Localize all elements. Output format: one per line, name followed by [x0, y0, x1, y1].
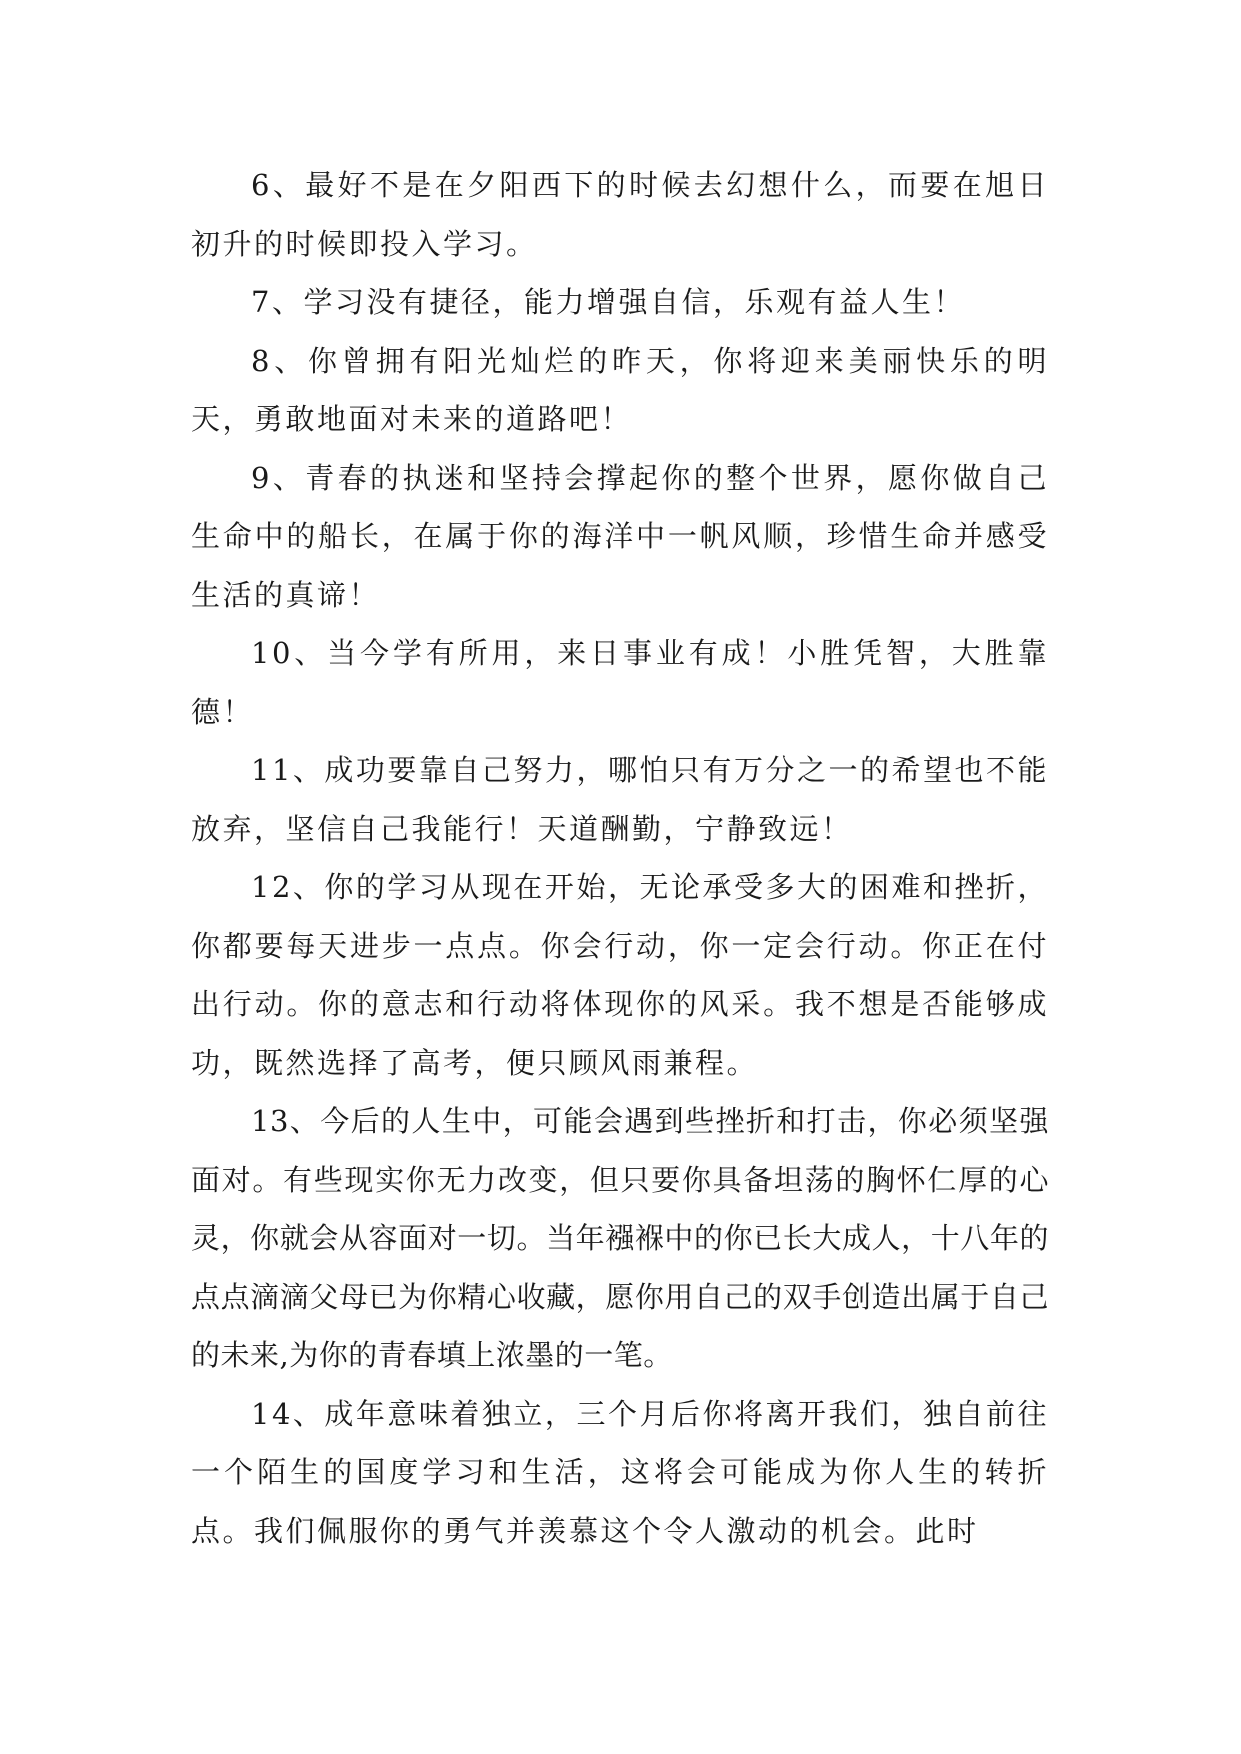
paragraph-14: 14、成年意味着独立，三个月后你将离开我们，独自前往一个陌生的国度学习和生活，这将会可能成为你人生的转折点。我们佩服你的勇气并羡慕这个令人激动的机会。此时	[191, 1396, 1049, 1548]
paragraph-9: 9、青春的执迷和坚持会撑起你的整个世界，愿你做自己生命中的船长，在属于你的海洋中一帆风顺，珍惜生命并感受生活的真谛！	[191, 460, 1049, 612]
paragraph-11: 11、成功要靠自己努力，哪怕只有万分之一的希望也不能放弃，坚信自己我能行！天道酬勤，宁静致远！	[191, 753, 1049, 846]
paragraph-8: 8、你曾拥有阳光灿烂的昨天，你将迎来美丽快乐的明天，勇敢地面对未来的道路吧！	[191, 343, 1049, 436]
paragraph-10: 10、当今学有所用，来日事业有成！小胜凭智，大胜靠德！	[191, 636, 1049, 729]
paragraph-7: 7、学习没有捷径，能力增强自信，乐观有益人生！	[251, 285, 965, 319]
paragraph-6: 6、最好不是在夕阳西下的时候去幻想什么，而要在旭日初升的时候即投入学习。	[191, 168, 1049, 261]
paragraph-12: 12、你的学习从现在开始，无论承受多大的困难和挫折，你都要每天进步一点点。你会行动，你一定会行动。你正在付出行动。你的意志和行动将体现你的风采。我不想是否能够成功，既然选择了高考，便只顾风雨兼程。	[191, 870, 1049, 1080]
paragraph-13: 13、今后的人生中，可能会遇到些挫折和打击，你必须坚强面对。有些现实你无力改变，但只要你具备坦荡的胸怀仁厚的心灵，你就会从容面对一切。当年襁褓中的你已长大成人，十八年的点点滴滴父母已为你精心收藏，愿你用自己的双手创造出属于自己的未来,为你的青春填上浓墨的一笔。	[191, 1104, 1049, 1372]
document-page	[191, 156, 1049, 1560]
